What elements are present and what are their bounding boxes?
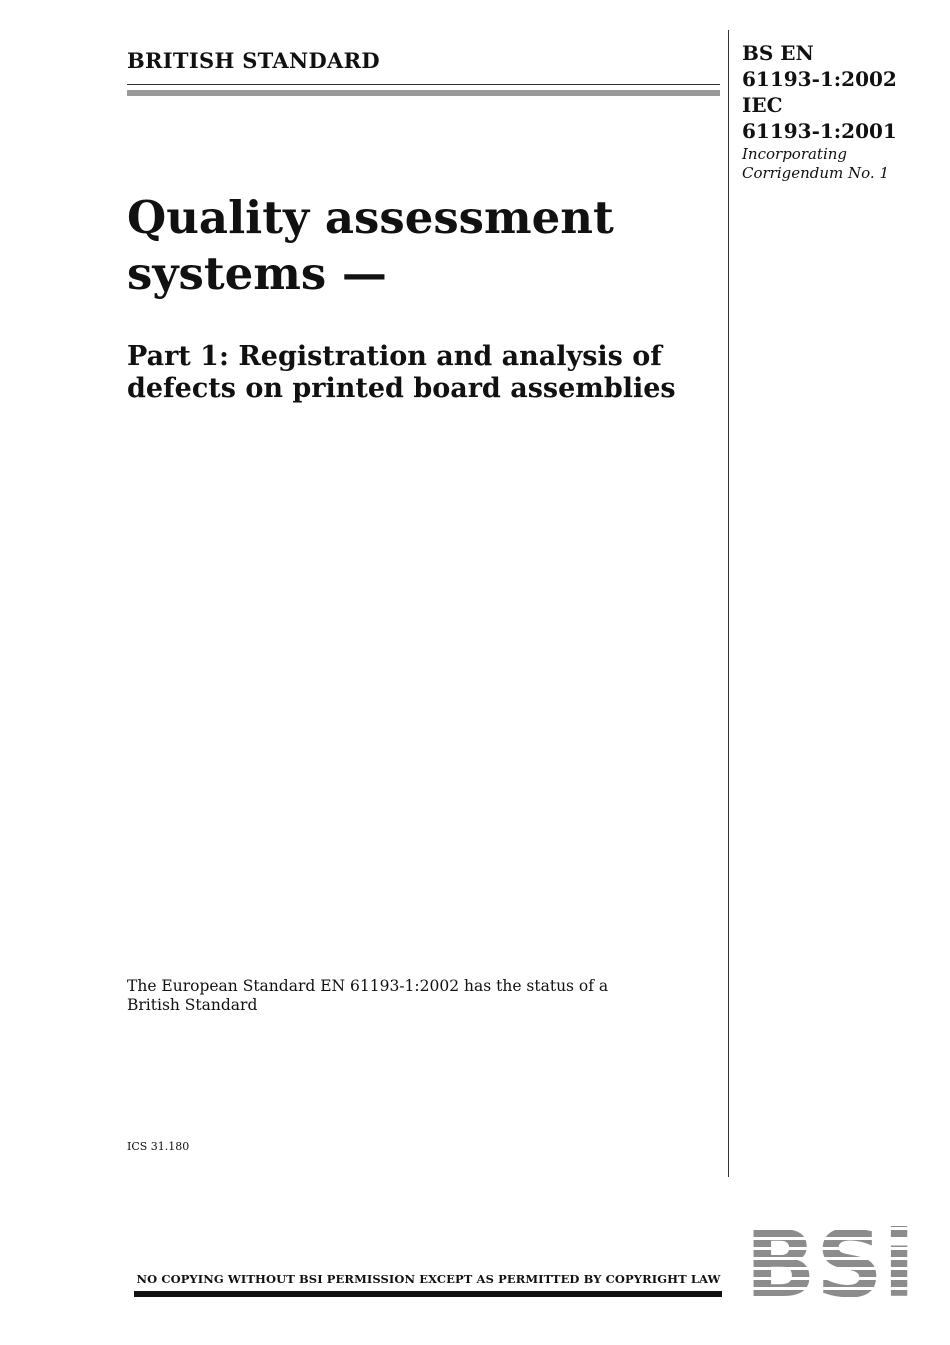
ics-code: ICS 31.180 bbox=[127, 1140, 190, 1153]
vertical-divider bbox=[728, 30, 729, 1177]
subtitle-line: defects on printed board assemblies bbox=[127, 373, 676, 404]
page-title bbox=[127, 190, 717, 302]
bsi-logo-icon bbox=[745, 1220, 915, 1300]
title-line: Quality assessment bbox=[127, 191, 614, 244]
corrigendum-note-line: Corrigendum No. 1 bbox=[742, 164, 890, 182]
status-line: The European Standard EN 61193-1:2002 has the status of a bbox=[127, 977, 609, 995]
document-type-label: BRITISH STANDARD bbox=[127, 48, 380, 73]
code-iec-number: 61193-1:2001 bbox=[742, 119, 897, 143]
code-bs-en: BS EN bbox=[742, 41, 814, 65]
copyright-notice: NO COPYING WITHOUT BSI PERMISSION EXCEPT AS PERMITTED BY COPYRIGHT LAW bbox=[136, 1272, 721, 1286]
code-bs-en-number: 61193-1:2002 bbox=[742, 67, 897, 91]
corrigendum-note bbox=[742, 145, 889, 183]
header-rule-thin bbox=[127, 84, 720, 85]
title-line: systems — bbox=[127, 247, 387, 300]
page-subtitle bbox=[127, 341, 717, 405]
code-iec: IEC bbox=[742, 93, 783, 117]
subtitle-line: Part 1: Registration and analysis of bbox=[127, 341, 662, 372]
standard-codes bbox=[742, 40, 897, 144]
corrigendum-note-line: Incorporating bbox=[742, 145, 848, 163]
footer-rule bbox=[134, 1291, 722, 1297]
header-rule-thick bbox=[127, 90, 720, 96]
status-line: British Standard bbox=[127, 996, 258, 1014]
status-statement bbox=[127, 977, 647, 1015]
